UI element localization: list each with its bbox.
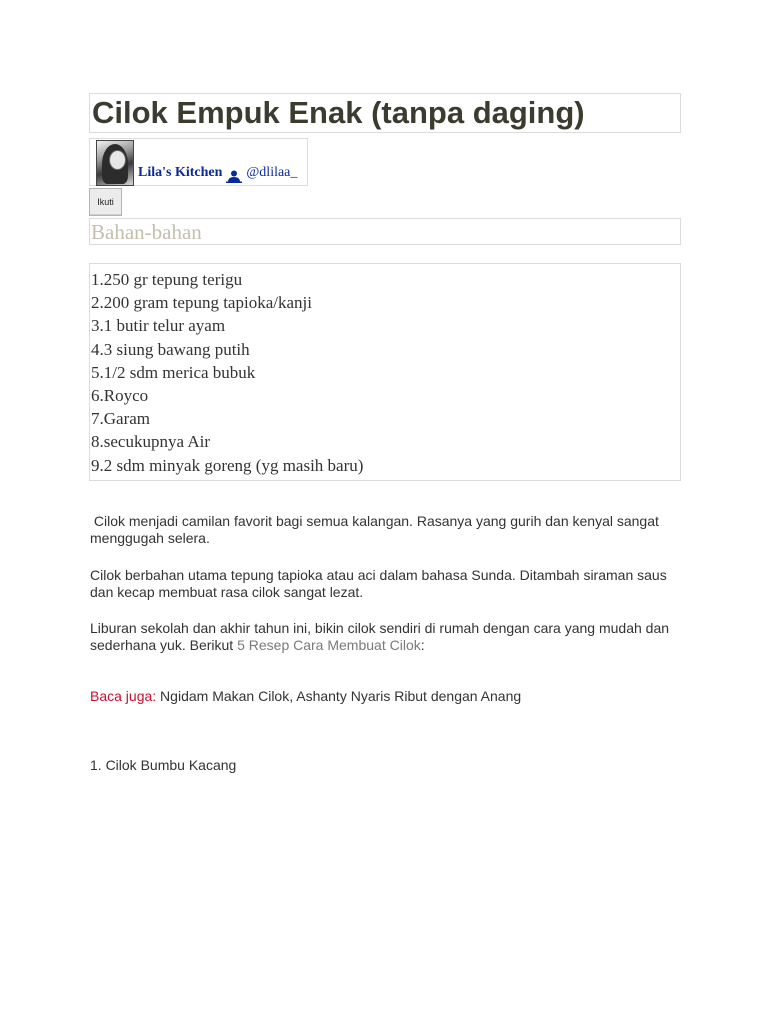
ingredients-heading-box <box>89 218 681 245</box>
ingredients-list <box>91 268 680 477</box>
author-handle[interactable]: @dlilaa_ <box>246 165 298 180</box>
ingredient-item: 8.secukupnya Air <box>91 432 210 452</box>
read-also <box>90 688 690 705</box>
article-paragraph-1 <box>90 513 690 547</box>
ingredient-item: 5.1/2 sdm merica bubuk <box>91 362 256 382</box>
recipe-title: Cilok Empuk Enak (tanpa daging) <box>92 95 585 130</box>
ingredient-item: 9.2 sdm minyak goreng (yg masih baru) <box>91 455 364 475</box>
step-1-title: 1. Cilok Bumbu Kacang <box>90 757 237 773</box>
author-name[interactable]: Lila's Kitchen <box>138 165 223 180</box>
ingredient-item: 6.Royco <box>91 386 149 406</box>
ingredient-item: 3.1 butir telur ayam <box>91 316 226 336</box>
step-heading <box>90 757 690 774</box>
person-icon <box>226 170 242 183</box>
read-also-link[interactable]: Ngidam Makan Cilok, Ashanty Nyaris Ribut dengan Anang <box>156 688 522 704</box>
paragraph-text-start: Liburan sekolah dan akhir tahun ini, bikin cilok sendiri di rumah dengan cara yang mudah dan sederhana yuk. Berikut <box>90 620 670 653</box>
ingredient-item: 7.Garam <box>91 409 151 429</box>
article-paragraph-2 <box>90 567 690 601</box>
paragraph-text-end: : <box>420 637 425 653</box>
follow-button[interactable]: Ikuti <box>89 188 122 216</box>
ingredient-item: 4.3 siung bawang putih <box>91 339 250 359</box>
author-avatar[interactable] <box>96 140 134 186</box>
paragraph-text: Cilok menjadi camilan favorit bagi semua kalangan. Rasanya yang gurih dan kenyal sangat menggugah selera. <box>90 513 663 546</box>
title-box <box>89 93 681 133</box>
paragraph-text <box>90 620 690 654</box>
recipe-card <box>89 93 681 481</box>
recipe-list-link[interactable]: 5 Resep Cara Membuat Cilok <box>237 637 421 653</box>
read-also-line <box>90 688 690 705</box>
read-also-label: Baca juga: <box>90 688 157 704</box>
author-box[interactable] <box>89 138 308 186</box>
paragraph-text: Cilok berbahan utama tepung tapioka atau aci dalam bahasa Sunda. Ditambah siraman saus dan kecap membuat rasa cilok sangat lezat. <box>90 567 667 600</box>
ingredient-item: 2.200 gram tepung tapioka/kanji <box>91 293 312 313</box>
ingredients-box <box>89 263 681 481</box>
ingredient-item: 1.250 gr tepung terigu <box>91 270 243 289</box>
ingredients-heading: Bahan-bahan <box>91 219 202 244</box>
article-paragraph-3 <box>90 620 690 654</box>
